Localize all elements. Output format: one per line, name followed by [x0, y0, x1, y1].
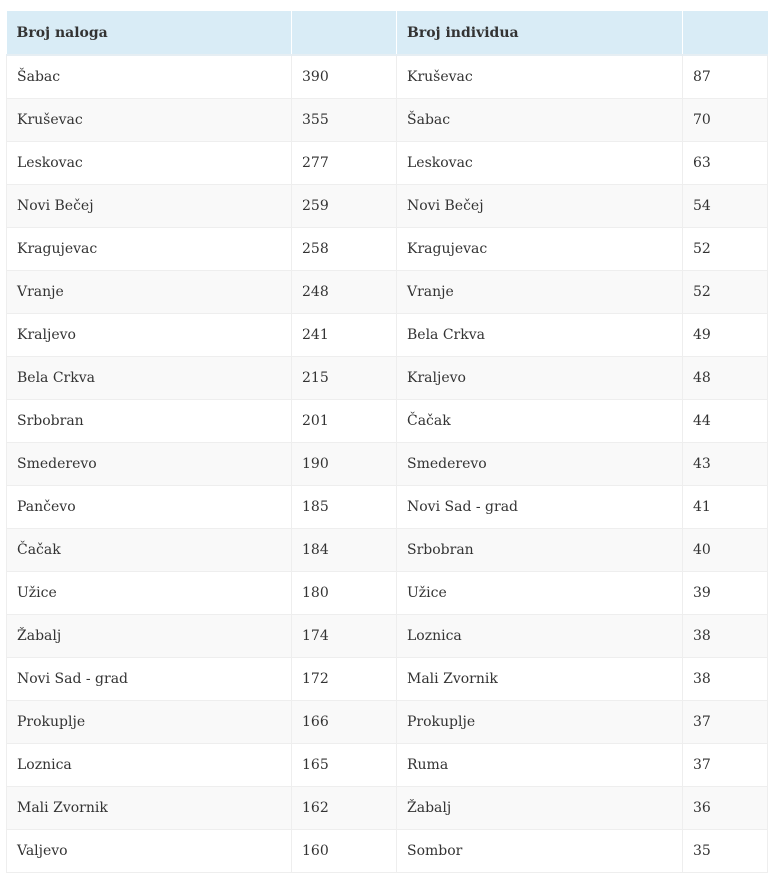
city-individua-cell: Šabac — [397, 98, 683, 141]
count-naloga-cell: 201 — [292, 399, 397, 442]
count-individua-cell: 52 — [683, 227, 768, 270]
table-row — [7, 270, 768, 313]
table-row — [7, 184, 768, 227]
count-individua-cell: 36 — [683, 786, 768, 829]
count-individua-cell: 49 — [683, 313, 768, 356]
count-naloga-cell: 185 — [292, 485, 397, 528]
count-individua-cell: 40 — [683, 528, 768, 571]
city-naloga-cell: Vranje — [7, 270, 292, 313]
table-row — [7, 485, 768, 528]
count-naloga-cell: 160 — [292, 829, 397, 872]
city-naloga-cell: Užice — [7, 571, 292, 614]
count-naloga-cell: 215 — [292, 356, 397, 399]
city-individua-cell: Kraljevo — [397, 356, 683, 399]
table-row — [7, 356, 768, 399]
city-naloga-cell: Čačak — [7, 528, 292, 571]
table-row — [7, 743, 768, 786]
city-individua-cell: Leskovac — [397, 141, 683, 184]
table-row — [7, 700, 768, 743]
ranking-table — [6, 11, 768, 873]
city-naloga-cell: Žabalj — [7, 614, 292, 657]
header-individua-count — [683, 11, 768, 55]
count-naloga-cell: 258 — [292, 227, 397, 270]
table-row — [7, 829, 768, 872]
table-row — [7, 55, 768, 98]
count-individua-cell: 52 — [683, 270, 768, 313]
city-naloga-cell: Bela Crkva — [7, 356, 292, 399]
city-naloga-cell: Smederevo — [7, 442, 292, 485]
count-individua-cell: 54 — [683, 184, 768, 227]
city-naloga-cell: Novi Bečej — [7, 184, 292, 227]
count-individua-cell: 39 — [683, 571, 768, 614]
count-naloga-cell: 166 — [292, 700, 397, 743]
city-individua-cell: Ruma — [397, 743, 683, 786]
city-individua-cell: Loznica — [397, 614, 683, 657]
city-individua-cell: Sombor — [397, 829, 683, 872]
count-naloga-cell: 184 — [292, 528, 397, 571]
count-individua-cell: 70 — [683, 98, 768, 141]
table-header — [7, 11, 768, 55]
table-row — [7, 227, 768, 270]
city-individua-cell: Žabalj — [397, 786, 683, 829]
table-row — [7, 98, 768, 141]
count-naloga-cell: 277 — [292, 141, 397, 184]
count-naloga-cell: 162 — [292, 786, 397, 829]
header-broj-naloga: Broj naloga — [7, 11, 292, 55]
table-row — [7, 442, 768, 485]
city-individua-cell: Čačak — [397, 399, 683, 442]
count-individua-cell: 43 — [683, 442, 768, 485]
data-table-container — [6, 11, 767, 873]
table-row — [7, 399, 768, 442]
count-individua-cell: 63 — [683, 141, 768, 184]
count-naloga-cell: 390 — [292, 55, 397, 98]
count-individua-cell: 35 — [683, 829, 768, 872]
count-individua-cell: 38 — [683, 657, 768, 700]
city-individua-cell: Srbobran — [397, 528, 683, 571]
count-naloga-cell: 180 — [292, 571, 397, 614]
city-naloga-cell: Kruševac — [7, 98, 292, 141]
count-naloga-cell: 172 — [292, 657, 397, 700]
table-row — [7, 141, 768, 184]
city-individua-cell: Smederevo — [397, 442, 683, 485]
count-naloga-cell: 355 — [292, 98, 397, 141]
city-naloga-cell: Prokuplje — [7, 700, 292, 743]
count-individua-cell: 38 — [683, 614, 768, 657]
count-individua-cell: 41 — [683, 485, 768, 528]
city-naloga-cell: Kraljevo — [7, 313, 292, 356]
city-naloga-cell: Srbobran — [7, 399, 292, 442]
count-naloga-cell: 174 — [292, 614, 397, 657]
city-naloga-cell: Valjevo — [7, 829, 292, 872]
table-row — [7, 528, 768, 571]
city-naloga-cell: Kragujevac — [7, 227, 292, 270]
city-naloga-cell: Šabac — [7, 55, 292, 98]
table-row — [7, 657, 768, 700]
table-body — [7, 55, 768, 872]
count-individua-cell: 48 — [683, 356, 768, 399]
city-individua-cell: Novi Bečej — [397, 184, 683, 227]
count-naloga-cell: 248 — [292, 270, 397, 313]
city-naloga-cell: Leskovac — [7, 141, 292, 184]
city-individua-cell: Kruševac — [397, 55, 683, 98]
header-row — [7, 11, 768, 55]
count-individua-cell: 37 — [683, 700, 768, 743]
count-individua-cell: 87 — [683, 55, 768, 98]
city-individua-cell: Novi Sad - grad — [397, 485, 683, 528]
city-naloga-cell: Mali Zvornik — [7, 786, 292, 829]
city-individua-cell: Užice — [397, 571, 683, 614]
count-naloga-cell: 241 — [292, 313, 397, 356]
table-row — [7, 786, 768, 829]
city-individua-cell: Kragujevac — [397, 227, 683, 270]
header-broj-individua: Broj individua — [397, 11, 683, 55]
city-naloga-cell: Novi Sad - grad — [7, 657, 292, 700]
count-naloga-cell: 259 — [292, 184, 397, 227]
city-naloga-cell: Pančevo — [7, 485, 292, 528]
count-individua-cell: 37 — [683, 743, 768, 786]
city-individua-cell: Vranje — [397, 270, 683, 313]
table-row — [7, 571, 768, 614]
city-individua-cell: Prokuplje — [397, 700, 683, 743]
table-row — [7, 313, 768, 356]
count-naloga-cell: 190 — [292, 442, 397, 485]
count-naloga-cell: 165 — [292, 743, 397, 786]
city-naloga-cell: Loznica — [7, 743, 292, 786]
city-individua-cell: Mali Zvornik — [397, 657, 683, 700]
city-individua-cell: Bela Crkva — [397, 313, 683, 356]
table-row — [7, 614, 768, 657]
header-naloga-count — [292, 11, 397, 55]
count-individua-cell: 44 — [683, 399, 768, 442]
